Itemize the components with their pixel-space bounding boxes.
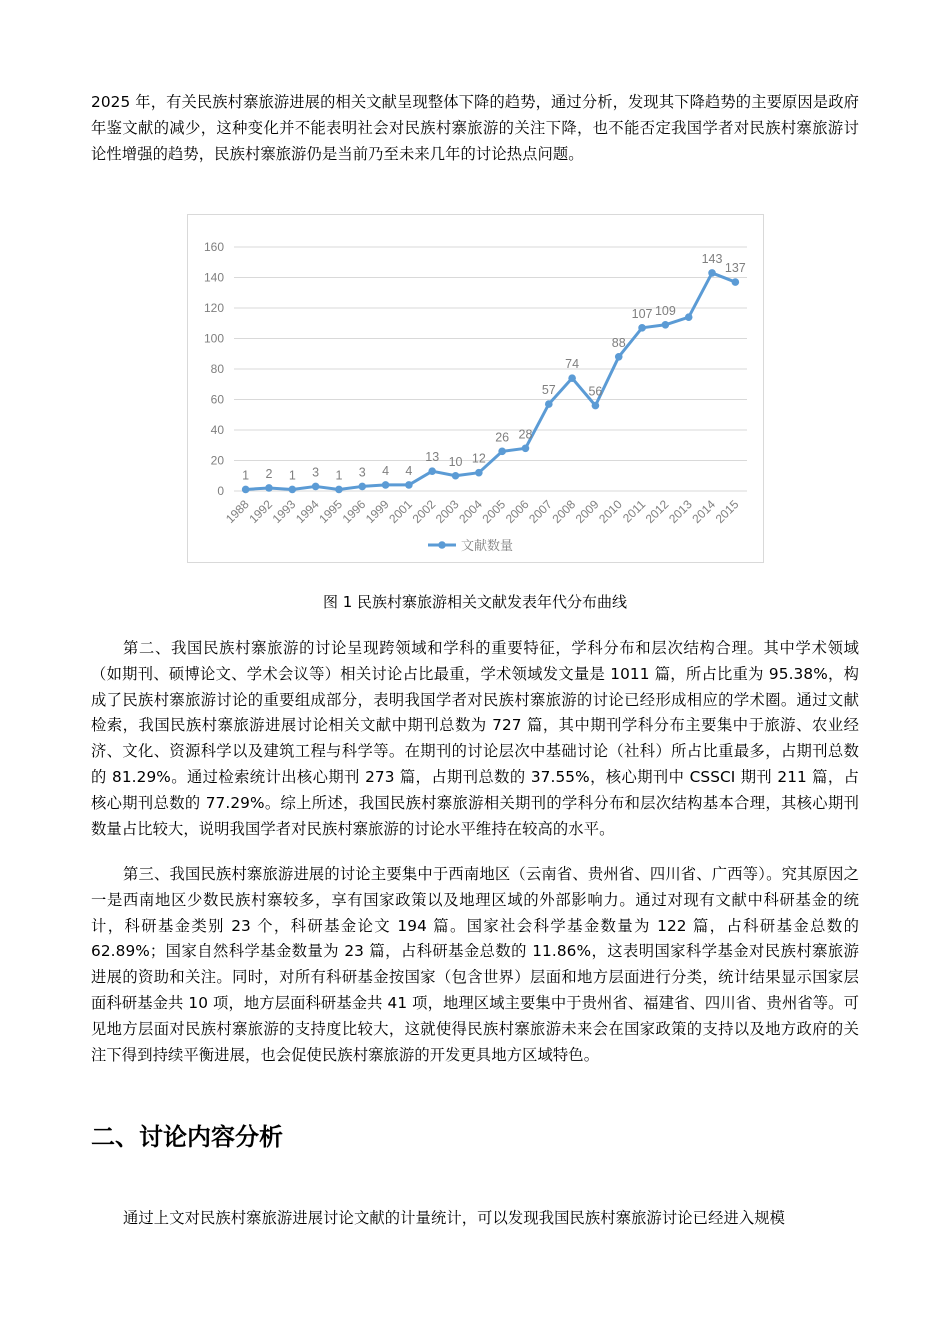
data-label: 10 xyxy=(448,454,463,469)
second-paragraph: 第二、我国民族村寨旅游的讨论呈现跨领域和学科的重要特征，学科分布和层次结构合理。其中学术领域（如期刊、硕博论文、学术会议等）相关讨论占比最重，学术领域发文量是 1011 篇，所占比重为 95.38%，构成了民族村寨旅游讨论的重要组成部分，表明我国学者对民族村寨旅游的讨论已经形成相应的学术圈。通过文献检索，我国民族村寨旅游进展讨论相关文献中期刊总数为 727 篇，其中期刊学科分布主要集中于旅游、农业经济、文化、资源科学以及建筑工程与科学等。在期刊的讨论层次中基础讨论（社科）所占比重最多，占期刊总数的 81.29%。通过检索统计出核心期刊 273 篇，占期刊总数的 37.55%，核心期刊中 CSSCI 期刊 211 篇，占核心期刊总数的 77.29%。综上所述，我国民族村寨旅游相关期刊的学科分布和层次结构基本合理，其核心期刊数量占比较大，说明我国学者对民族村寨旅游的讨论水平维持在较高的水平。 xyxy=(91,639,859,838)
data-point xyxy=(335,486,343,494)
data-point xyxy=(312,483,320,491)
figure-chart xyxy=(187,214,764,563)
data-label: 74 xyxy=(565,357,580,372)
x-tick-label: 1992 xyxy=(246,497,276,527)
data-point xyxy=(568,374,576,382)
data-point xyxy=(615,353,623,361)
data-point xyxy=(265,484,273,492)
data-label: 12 xyxy=(471,451,486,466)
x-tick-label: 2004 xyxy=(456,497,485,527)
y-tick-label: 20 xyxy=(210,453,224,468)
data-label: 1 xyxy=(242,468,250,483)
data-point xyxy=(382,481,390,489)
data-label: 56 xyxy=(588,384,603,399)
y-tick-label: 60 xyxy=(210,392,224,407)
intro-paragraph: 2025 年，有关民族村寨旅游进展的相关文献呈现整体下降的趋势，通过分析，发现其下降趋势的主要原因是政府年鉴文献的减少，这种变化并不能表明社会对民族村寨旅游的关注下降，也不能否定我国学者对民族村寨旅游讨论性增强的趋势，民族村寨旅游仍是当前乃至未来几年的讨论热点问题。 xyxy=(91,93,859,163)
x-tick-label: 2006 xyxy=(502,497,532,527)
data-point xyxy=(475,469,483,477)
data-label: 107 xyxy=(631,306,653,321)
x-tick-label: 2011 xyxy=(620,497,649,526)
data-label: 28 xyxy=(518,427,533,442)
x-tick-label: 2015 xyxy=(712,497,742,527)
x-tick-label: 2012 xyxy=(642,497,672,527)
x-tick-label: 2009 xyxy=(572,497,602,527)
x-tick-label: 1988 xyxy=(222,497,252,527)
data-point xyxy=(452,472,460,480)
data-point xyxy=(732,278,740,286)
legend-label: 文献数量 xyxy=(461,538,514,553)
data-label: 3 xyxy=(358,465,366,480)
last-paragraph: 通过上文对民族村寨旅游进展讨论文献的计量统计，可以发现我国民族村寨旅游讨论已经进入规模 xyxy=(123,1209,786,1227)
data-label: 13 xyxy=(425,450,440,465)
data-point xyxy=(428,467,436,475)
x-tick-label: 1993 xyxy=(269,497,299,527)
data-label: 4 xyxy=(405,463,413,478)
x-tick-label: 2008 xyxy=(549,497,579,527)
x-tick-label: 2010 xyxy=(596,497,625,527)
data-label: 143 xyxy=(701,251,723,266)
x-tick-label: 1996 xyxy=(339,497,369,527)
data-point xyxy=(685,313,693,321)
data-label: 57 xyxy=(541,383,556,398)
data-point xyxy=(288,486,296,494)
y-tick-label: 160 xyxy=(203,240,224,254)
data-label: 137 xyxy=(724,261,746,276)
x-tick-label: 2002 xyxy=(409,497,439,527)
data-point xyxy=(662,321,670,329)
data-point xyxy=(638,324,646,332)
y-tick-label: 0 xyxy=(217,484,224,498)
y-tick-label: 140 xyxy=(203,270,224,285)
third-paragraph: 第三、我国民族村寨旅游进展的讨论主要集中于西南地区（云南省、贵州省、四川省、广西等）。究其原因之一是西南地区少数民族村寨较多，享有国家政策以及地理区域的外部影响力。通过对现有文献中科研基金的统计，科研基金类别 23 个，科研基金论文 194 篇。国家社会科学基金数量为 122 篇，占科研基金总数的 62.89%；国家自然科学基金数量为 23 篇，占科研基金总数的 11.86%，这表明国家科学基金对民族村寨旅游进展的资助和关注。同时，对所有科研基金按国家（包含世界）层面和地方层面进行分类，统计结果显示国家层面科研基金共 10 项，地方层面科研基金共 41 项，地理区域主要集中于贵州省、福建省、四川省、贵州省等。可见地方层面对民族村寨旅游的支持度比较大，这就使得民族村寨旅游未来会在国家政策的支持以及地方政府的关注下得到持续平衡进展，也会促使民族村寨旅游的开发更具地方区域特色。 xyxy=(91,865,859,1064)
data-point xyxy=(358,483,366,491)
data-label: 88 xyxy=(611,335,626,350)
x-tick-label: 1999 xyxy=(362,497,392,527)
x-tick-label: 2005 xyxy=(479,497,509,527)
data-label: 4 xyxy=(382,463,390,478)
x-tick-label: 2003 xyxy=(432,497,462,527)
section-heading: 二、讨论内容分析 xyxy=(91,1123,283,1151)
x-tick-label: 2007 xyxy=(526,497,555,527)
data-point xyxy=(242,486,250,494)
data-point xyxy=(708,269,716,277)
data-point xyxy=(545,400,553,408)
y-tick-label: 120 xyxy=(203,301,224,315)
data-label: 3 xyxy=(312,465,320,480)
y-tick-label: 80 xyxy=(210,362,224,376)
data-label: 2 xyxy=(265,466,273,481)
data-point xyxy=(405,481,413,489)
data-point xyxy=(522,445,530,453)
figure-caption: 图 1 民族村寨旅游相关文献发表年代分布曲线 xyxy=(322,593,628,611)
x-tick-label: 2014 xyxy=(689,497,719,527)
x-tick-label: 2001 xyxy=(386,497,416,527)
data-label: 109 xyxy=(654,303,676,318)
x-tick-label: 1995 xyxy=(316,497,346,527)
data-point xyxy=(498,448,506,456)
y-tick-label: 40 xyxy=(210,423,224,437)
x-tick-label: 1994 xyxy=(292,497,322,527)
data-point xyxy=(592,402,600,410)
x-tick-label: 2013 xyxy=(666,497,695,527)
data-label: 26 xyxy=(495,430,510,445)
data-label: 1 xyxy=(288,468,296,483)
line-chart xyxy=(188,215,763,562)
data-label: 1 xyxy=(335,468,343,483)
legend-marker xyxy=(438,541,446,549)
y-tick-label: 100 xyxy=(203,331,224,346)
